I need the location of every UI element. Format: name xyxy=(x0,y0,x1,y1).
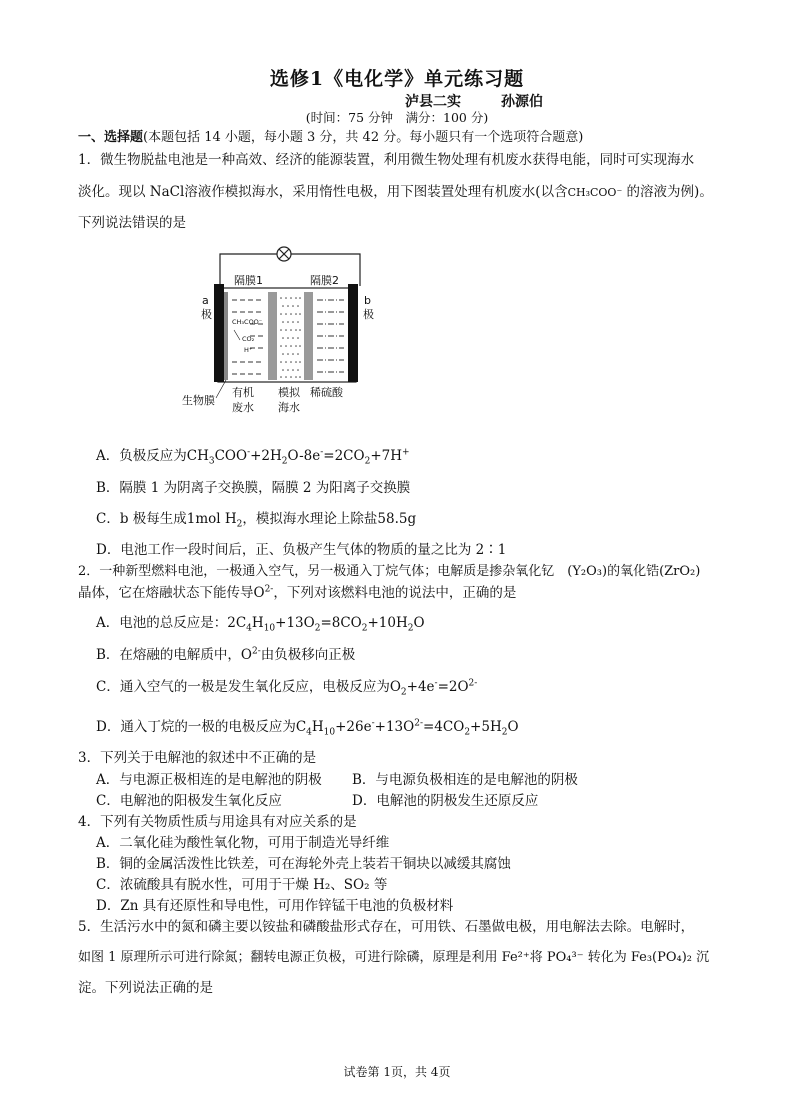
school-name: 泸县二实 xyxy=(405,94,461,110)
q4-option-d: D．Zn 具有还原性和导电性，可用作锌锰干电池的负极材料 xyxy=(96,898,454,914)
q5-line2: 如图 1 原理所示可进行除氮；翻转电源正负极，可进行除磷，原理是利用 Fe²⁺将 PO₄³⁻ 转化为 Fe₃(PO₄)₂ 沉 xyxy=(78,950,710,965)
q1-option-d: D．电池工作一段时间后，正、负极产生气体的物质的量之比为 2∶1 xyxy=(96,542,507,558)
membrane-2-label: 隔膜2 xyxy=(310,274,339,287)
b-pole-label: 极 xyxy=(363,308,374,321)
membrane-1-label: 隔膜1 xyxy=(234,274,263,287)
q2-option-a: A．电池的总反应是：$2C_4H_{10}+13O_2=8CO_2+10H_2O$ xyxy=(96,615,425,634)
q3-option-d: D．电解池的阴极发生还原反应 xyxy=(352,793,539,809)
q2-option-d: D．通入丁烷的一极的电极反应为$C_4H_{10}+26e^-+13O^{2-}=4CO_2+5H_2O$ xyxy=(96,718,519,738)
a-label: a xyxy=(202,294,209,307)
author-name: 孙源伯 xyxy=(501,94,543,110)
organic-label-1: 有机 xyxy=(232,386,254,399)
q1-line3: 下列说法错误的是 xyxy=(78,215,186,231)
q5-line1: 5．生活污水中的氮和磷主要以铵盐和磷酸盐形式存在，可用铁、石墨做电极，用电解法去除。电解时， xyxy=(78,919,695,935)
q2-line1: 2．一种新型燃料电池，一极通入空气，另一极通入丁烷气体；电解质是掺杂氧化钇 (Y₂O₃)的氧化锆(ZrO₂) xyxy=(78,564,701,579)
electrode-a xyxy=(214,284,224,382)
ion-co2-label: CO₂ xyxy=(242,335,255,343)
q1-line1: 1．微生物脱盐电池是一种高效、经济的能源装置，利用微生物处理有机废水获得电能，同时可实现海水 xyxy=(78,152,695,168)
ion-h-label: H⁺ xyxy=(244,346,253,354)
q1-option-b: B．隔膜 1 为阴离子交换膜，隔膜 2 为阳离子交换膜 xyxy=(96,480,411,496)
q1-ion-formula: CH₃COO⁻ xyxy=(567,186,623,199)
q2-option-b: B．在熔融的电解质中，$O^{2-}$由负极移向正极 xyxy=(96,646,356,663)
time-info: (时间：75 分钟 满分：100 分) xyxy=(305,110,489,125)
page-footer: 试卷第 1页，共 4页 xyxy=(343,1065,451,1079)
q3-stem: 3．下列关于电解池的叙述中不正确的是 xyxy=(78,750,317,766)
electrode-b xyxy=(348,284,358,382)
q2-line2: 晶体，它在熔融状态下能传导$O^{2-}$，下列对该燃料电池的说法中，正确的是 xyxy=(78,584,517,601)
section-label: 一、选择题 xyxy=(78,130,144,145)
q1-line2c: 的溶液为例)。 xyxy=(622,184,713,200)
page-title: 选修1《电化学》单元练习题 xyxy=(269,68,525,90)
biofilm-label: 生物膜 xyxy=(182,394,215,407)
membrane-2 xyxy=(304,292,313,380)
organic-label-2: 废水 xyxy=(232,401,254,414)
q1-line2a: 淡化。现以 NaCl溶液作模拟海水，采用惰性电极，用下图装置处理有机废水(以含 xyxy=(78,184,568,200)
q4-option-c: C．浓硫酸具有脱水性，可用于干燥 H₂、SO₂ 等 xyxy=(96,877,388,893)
membrane-1 xyxy=(268,292,277,380)
cell-container xyxy=(218,288,356,382)
section-heading xyxy=(78,126,583,145)
a-pole-label: 极 xyxy=(201,308,212,321)
q1-line2 xyxy=(78,180,713,200)
q4-option-a: A．二氧化硅为酸性氧化物，可用于制造光导纤维 xyxy=(96,835,390,851)
biofilm xyxy=(224,292,228,380)
q1-option-a: A．负极反应为$CH_3COO^-+2H_2O-8e^-=2CO_2+7H^+$ xyxy=(96,447,410,467)
b-label: b xyxy=(364,294,371,307)
q1-option-c: C．b 极每生成1mol $H_2$，模拟海水理论上除盐58.5g xyxy=(96,511,417,530)
q5-line3: 淀。下列说法正确的是 xyxy=(78,980,213,996)
seawater-label-2: 海水 xyxy=(278,401,300,414)
q4-option-b: B．铜的金属活泼性比铁差，可在海轮外壳上装若干铜块以减缓其腐蚀 xyxy=(96,856,511,872)
section-desc: (本题包括 14 小题，每小题 3 分，共 42 分。每小题只有一个选项符合题意) xyxy=(143,130,584,145)
q3-option-a: A．与电源正极相连的是电解池的阴极 xyxy=(96,772,322,788)
electrolysis-cell-diagram xyxy=(180,240,390,420)
q3-option-b: B．与电源负极相连的是电解池的阴极 xyxy=(352,772,578,788)
q4-stem: 4．下列有关物质性质与用途具有对应关系的是 xyxy=(78,814,357,830)
acid-label: 稀硫酸 xyxy=(310,386,343,399)
seawater-label-1: 模拟 xyxy=(278,386,300,399)
q2-option-c: C．通入空气的一极是发生氧化反应，电极反应为$O_2+4e^-=2O^{2-}$ xyxy=(96,678,478,698)
q3-option-c: C．电解池的阳极发生氧化反应 xyxy=(96,793,282,809)
ion-acetate-label: CH₃COO⁻ xyxy=(232,318,263,326)
